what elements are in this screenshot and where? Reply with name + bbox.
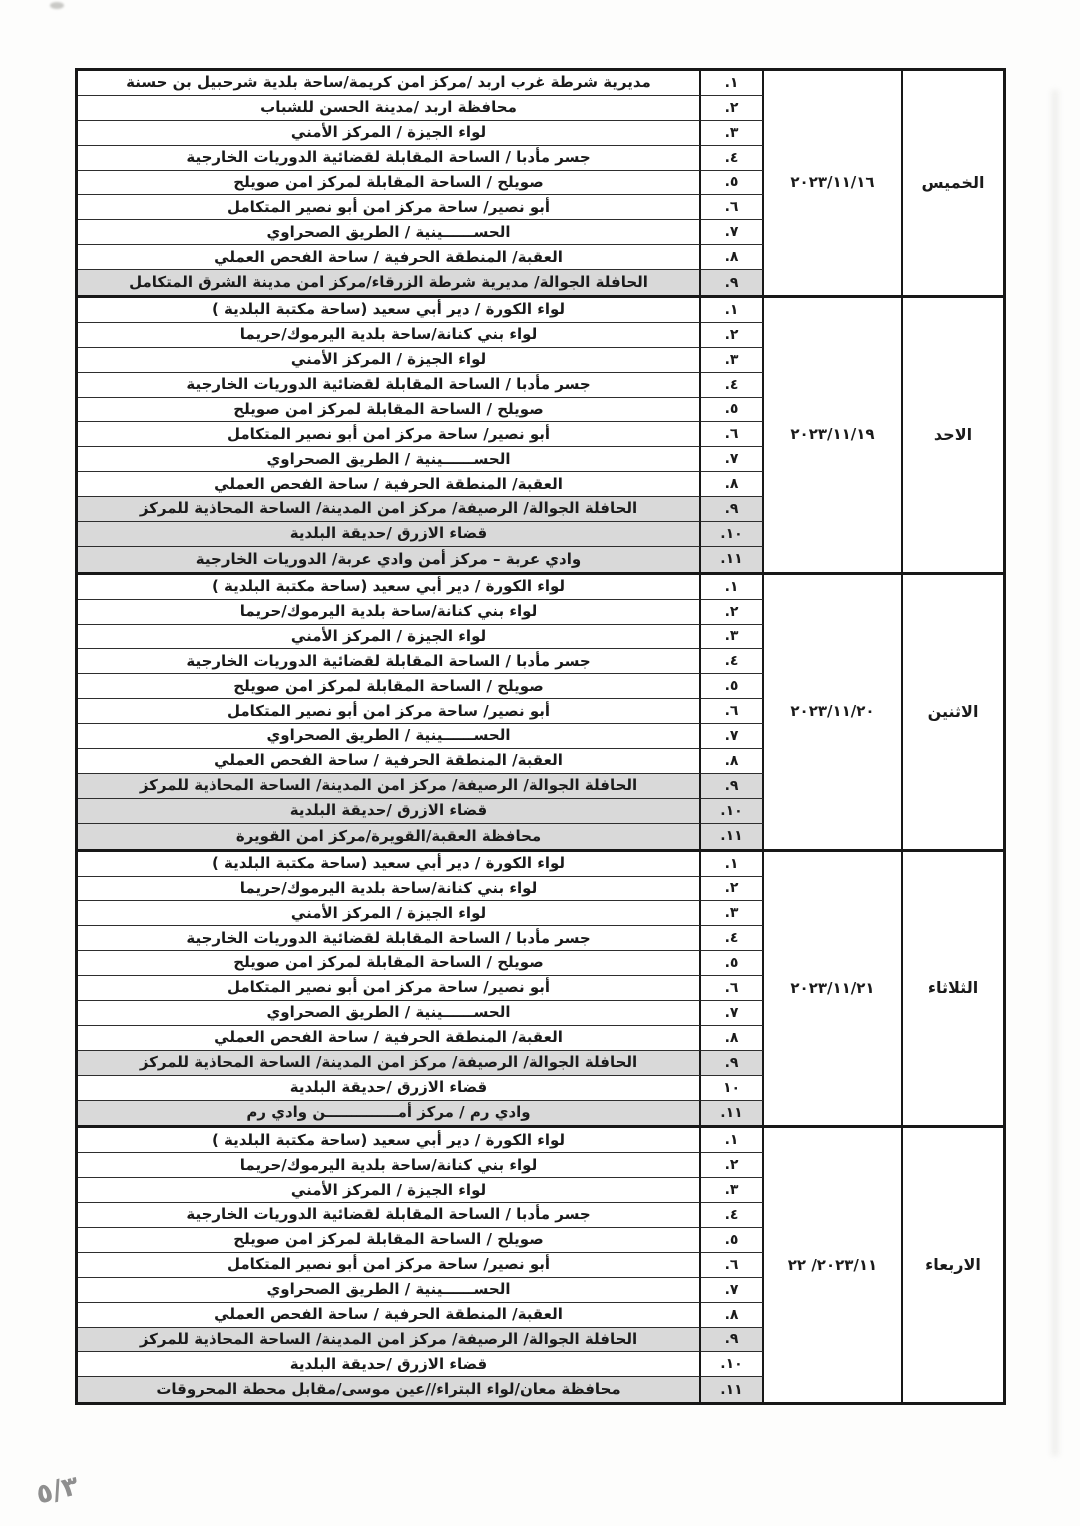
row-number-cell: .٨: [701, 749, 764, 774]
location-cell: لواء الكورة / دير أبي سعيد (ساحة مكتبة البلدية ): [78, 575, 701, 600]
location-cell: لواء الكورة / دير أبي سعيد (ساحة مكتبة البلدية ): [78, 1128, 701, 1153]
location-cell: محافظة معان/لواء البتراء//عين موسى/مقابل محطة المحروقات: [78, 1377, 701, 1402]
location-cell: الحســــــينية / الطريق الصحراوي: [78, 724, 701, 749]
location-cell: لواء بني كنانة/ساحة بلدية اليرموك/حريما: [78, 600, 701, 625]
row-number-cell: .٨: [701, 1303, 764, 1328]
row-number-cell: .١: [701, 852, 764, 877]
day-block: [78, 575, 1003, 852]
row-number-cell: .٥: [701, 171, 764, 196]
row-number-cell: ١٠: [701, 1076, 764, 1101]
scan-edge-artifact: [1052, 90, 1058, 1456]
location-cell: أبو نصير/ ساحة مركز امن أبو نصير المتكامل: [78, 976, 701, 1001]
location-cell: العقبة/ المنطقة الحرفية / ساحة الفحص العملي: [78, 749, 701, 774]
day-name-cell: الخميس: [921, 172, 985, 192]
row-number-cell: .٢: [701, 96, 764, 121]
scan-speck-artifact: [50, 2, 64, 9]
date-cell: ٢٠٢٣/١١/٢١: [764, 852, 903, 1126]
location-cell: العقبة/ المنطقة الحرفية / ساحة الفحص العملي: [78, 245, 701, 270]
location-cell: لواء بني كنانة/ساحة بلدية اليرموك/حريما: [78, 877, 701, 902]
date-cell: ٢٠٢٣/١١/ ٢٢: [764, 1128, 903, 1402]
location-cell: صويلح / الساحة المقابلة لمركز امن صويلح: [78, 171, 701, 196]
row-number-cell: .٥: [701, 674, 764, 699]
row-number-cell: .١١: [701, 1377, 764, 1402]
day-name-cell: الاثنين: [927, 701, 979, 721]
row-number-cell: .٣: [701, 121, 764, 146]
location-cell: محافظة العقبة/القويرة/مركز امن القويرة: [78, 824, 701, 849]
location-cell: الحافلة الجوالة/ الرصيفة/ مركز امن المدينة/ الساحة المحاذية للمركز: [78, 774, 701, 799]
location-cell: أبو نصير/ ساحة مركز امن أبو نصير المتكامل: [78, 195, 701, 220]
location-cell: لواء الجيزة / المركز الأمني: [78, 348, 701, 373]
row-number-cell: .١١: [701, 1101, 764, 1126]
location-cell: أبو نصير/ ساحة مركز امن أبو نصير المتكامل: [78, 1253, 701, 1278]
location-cell: الحســــــينية / الطريق الصحراوي: [78, 1001, 701, 1026]
day-name-cell: الثلاثاء: [927, 978, 979, 998]
location-cell: أبو نصير/ ساحة مركز امن أبو نصير المتكامل: [78, 422, 701, 447]
row-number-cell: .٢: [701, 877, 764, 902]
row-number-cell: .١: [701, 298, 764, 323]
row-number-cell: .٢: [701, 1153, 764, 1178]
row-number-cell: .٤: [701, 926, 764, 951]
day-name-cell: الاحد: [933, 424, 973, 444]
row-number-cell: .٦: [701, 422, 764, 447]
location-cell: قضاء الازرق /حديقة البلدية: [78, 1076, 701, 1101]
row-number-cell: .٩: [701, 774, 764, 799]
row-number-cell: .١١: [701, 547, 764, 572]
row-number-cell: .٤: [701, 649, 764, 674]
row-number-cell: .٧: [701, 1278, 764, 1303]
location-cell: قضاء الازرق /حديقة البلدية: [78, 1352, 701, 1377]
location-cell: محافظة اربد /مدينة الحسن للشباب: [78, 96, 701, 121]
location-cell: جسر مأدبا / الساحة المقابلة لقضائية الدوريات الخارجية: [78, 1203, 701, 1228]
location-cell: العقبة/ المنطقة الحرفية / ساحة الفحص العملي: [78, 472, 701, 497]
row-number-cell: .٨: [701, 472, 764, 497]
day-block: [78, 298, 1003, 575]
location-cell: وادي عربة – مركز أمن وادي عربة/ الدوريات الخارجية: [78, 547, 701, 572]
row-number-cell: .١: [701, 71, 764, 96]
location-cell: قضاء الازرق /حديقة البلدية: [78, 522, 701, 547]
location-cell: الحافلة الجوالة/ مديرية شرطة الزرقاء/مركز امن مدينة الشرق المتكامل: [78, 270, 701, 295]
location-cell: لواء الكورة / دير أبي سعيد (ساحة مكتبة البلدية ): [78, 298, 701, 323]
row-number-cell: .١٠: [701, 1352, 764, 1377]
row-number-cell: .٥: [701, 951, 764, 976]
row-number-cell: .٣: [701, 1178, 764, 1203]
location-cell: صويلح / الساحة المقابلة لمركز امن صويلح: [78, 398, 701, 423]
row-number-cell: .٢: [701, 323, 764, 348]
row-number-cell: .٩: [701, 1328, 764, 1353]
page-number: ٥/٣: [32, 1470, 82, 1511]
location-cell: لواء الكورة / دير أبي سعيد (ساحة مكتبة البلدية ): [78, 852, 701, 877]
row-number-cell: .٦: [701, 195, 764, 220]
date-cell: ٢٠٢٣/١١/١٦: [764, 71, 903, 295]
location-cell: لواء الجيزة / المركز الأمني: [78, 121, 701, 146]
location-cell: صويلح / الساحة المقابلة لمركز امن صويلح: [78, 674, 701, 699]
row-number-cell: .٢: [701, 600, 764, 625]
location-cell: لواء بني كنانة/ساحة بلدية اليرموك/حريما: [78, 323, 701, 348]
row-number-cell: .١: [701, 575, 764, 600]
schedule-table: [75, 68, 1006, 1405]
row-number-cell: .٧: [701, 447, 764, 472]
row-number-cell: .١١: [701, 824, 764, 849]
location-cell: وادي رم / مركز أمــــــــــــــن وادي رم: [78, 1101, 701, 1126]
location-cell: قضاء الازرق /حديقة البلدية: [78, 799, 701, 824]
row-number-cell: .٦: [701, 1253, 764, 1278]
location-cell: العقبة/ المنطقة الحرفية / ساحة الفحص العملي: [78, 1303, 701, 1328]
location-cell: جسر مأدبا / الساحة المقابلة لقضائية الدوريات الخارجية: [78, 373, 701, 398]
location-cell: الحســــــينية / الطريق الصحراوي: [78, 1278, 701, 1303]
row-number-cell: .٩: [701, 1051, 764, 1076]
row-number-cell: .٦: [701, 699, 764, 724]
row-number-cell: .٩: [701, 270, 764, 295]
date-cell: ٢٠٢٣/١١/٢٠: [764, 575, 903, 849]
row-number-cell: .١٠: [701, 522, 764, 547]
location-cell: أبو نصير/ ساحة مركز امن أبو نصير المتكامل: [78, 699, 701, 724]
row-number-cell: .٩: [701, 497, 764, 522]
row-number-cell: .١: [701, 1128, 764, 1153]
location-cell: جسر مأدبا / الساحة المقابلة لقضائية الدوريات الخارجية: [78, 649, 701, 674]
row-number-cell: .٥: [701, 1228, 764, 1253]
row-number-cell: .٧: [701, 1001, 764, 1026]
row-number-cell: .٣: [701, 625, 764, 650]
location-cell: جسر مأدبا / الساحة المقابلة لقضائية الدوريات الخارجية: [78, 146, 701, 171]
location-cell: العقبة/ المنطقة الحرفية / ساحة الفحص العملي: [78, 1026, 701, 1051]
day-block: [78, 71, 1003, 298]
row-number-cell: .٧: [701, 724, 764, 749]
day-block: [78, 852, 1003, 1129]
day-block: [78, 1128, 1003, 1402]
row-number-cell: .٥: [701, 398, 764, 423]
location-cell: لواء بني كنانة/ساحة بلدية اليرموك/حريما: [78, 1153, 701, 1178]
row-number-cell: .٤: [701, 1203, 764, 1228]
row-number-cell: .٧: [701, 220, 764, 245]
location-cell: جسر مأدبا / الساحة المقابلة لقضائية الدوريات الخارجية: [78, 926, 701, 951]
row-number-cell: .٨: [701, 1026, 764, 1051]
day-name-cell: الاربعاء: [925, 1255, 981, 1275]
location-cell: صويلح / الساحة المقابلة لمركز امن صويلح: [78, 1228, 701, 1253]
row-number-cell: .٤: [701, 146, 764, 171]
location-cell: الحافلة الجوالة/ الرصيفة/ مركز امن المدينة/ الساحة المحاذية للمركز: [78, 497, 701, 522]
row-number-cell: .٣: [701, 348, 764, 373]
row-number-cell: .٣: [701, 901, 764, 926]
location-cell: صويلح / الساحة المقابلة لمركز امن صويلح: [78, 951, 701, 976]
location-cell: لواء الجيزة / المركز الأمني: [78, 625, 701, 650]
row-number-cell: .٨: [701, 245, 764, 270]
location-cell: لواء الجيزة / المركز الأمني: [78, 1178, 701, 1203]
row-number-cell: .٤: [701, 373, 764, 398]
row-number-cell: .٦: [701, 976, 764, 1001]
location-cell: الحافلة الجوالة/ الرصيفة/ مركز امن المدينة/ الساحة المحاذية للمركز: [78, 1051, 701, 1076]
location-cell: الحســــــينية / الطريق الصحراوي: [78, 447, 701, 472]
location-cell: لواء الجيزة / المركز الأمني: [78, 901, 701, 926]
date-cell: ٢٠٢٣/١١/١٩: [764, 298, 903, 572]
location-cell: الحســــــينية / الطريق الصحراوي: [78, 220, 701, 245]
row-number-cell: .١٠: [701, 799, 764, 824]
location-cell: الحافلة الجوالة/ الرصيفة/ مركز امن المدينة/ الساحة المحاذية للمركز: [78, 1328, 701, 1353]
location-cell: مديرية شرطة غرب اربد /مركز امن كريمة/ساحة بلدية شرحبيل بن حسنة: [78, 71, 701, 96]
